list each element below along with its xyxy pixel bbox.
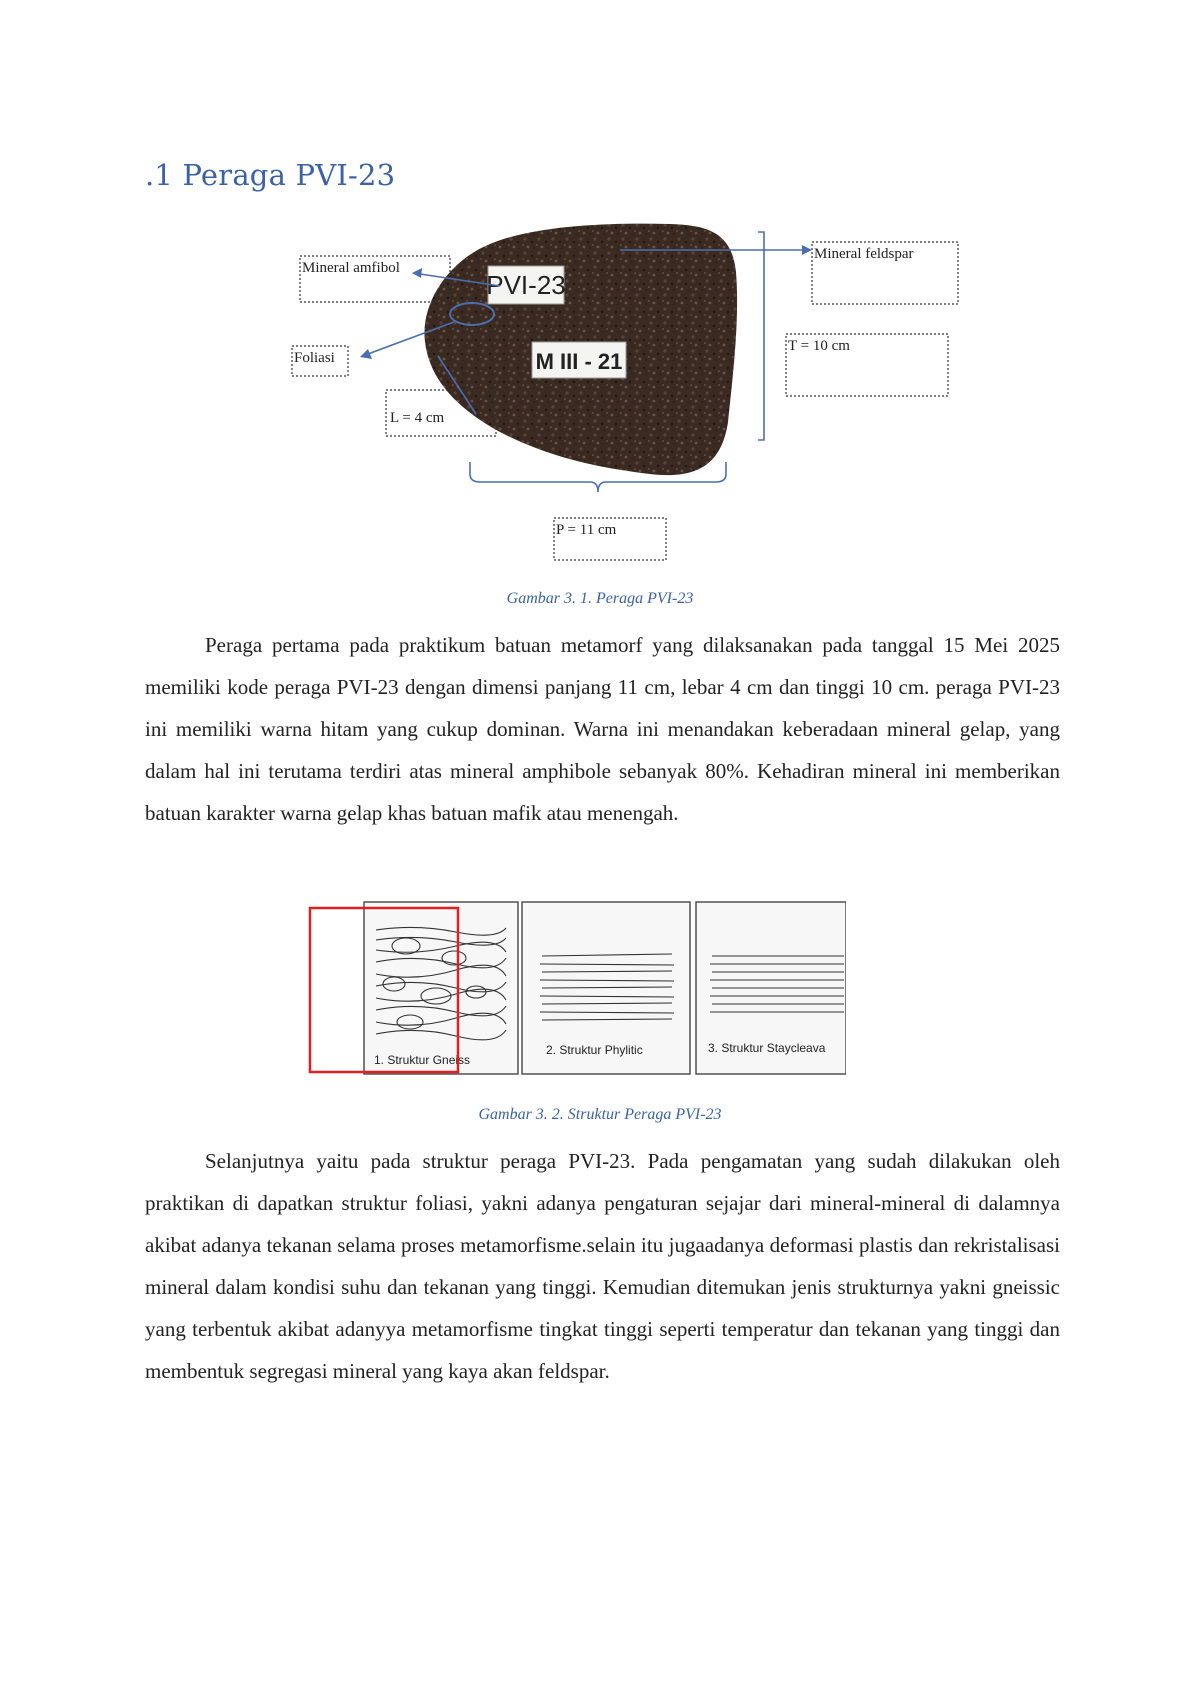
foliation-label: Foliasi <box>294 350 335 366</box>
specimen-figure <box>270 222 970 568</box>
length-label: P = 11 cm <box>556 522 617 538</box>
panel-label-staycleava: 3. Struktur Staycleava <box>708 1041 826 1055</box>
paragraph-1: Peraga pertama pada praktikum batuan metamorf yang dilaksanakan pada tanggal 15 Mei 2025 memiliki kode peraga PVI-23 dengan dimensi panjang 11 cm, lebar 4 cm dan tinggi 10 cm. peraga PVI-23 ini memiliki warna hitam yang cukup dominan. Warna ini menandakan keberadaan mineral gelap, yang dalam hal ini terutama terdiri atas mineral amphibole sebanyak 80%. Kehadiran mineral ini memberikan batuan karakter warna gelap khas batuan mafik atau menengah. <box>145 633 1060 825</box>
section-heading: .1 Peraga PVI-23 <box>145 158 396 192</box>
structure-figure <box>306 894 846 1082</box>
width-label: L = 4 cm <box>390 410 445 426</box>
feldspar-label: Mineral feldspar <box>814 246 914 262</box>
specimen-sub-tag-text: M III - 21 <box>535 349 623 374</box>
figure1-caption: Gambar 3. 1. Peraga PVI-23 <box>506 590 694 607</box>
figure2-caption: Gambar 3. 2. Struktur Peraga PVI-23 <box>478 1106 722 1123</box>
panel-label-phylitic: 2. Struktur Phylitic <box>546 1043 643 1057</box>
specimen-tag-text: PVI-23 <box>486 270 566 300</box>
paragraph-2: Selanjutnya yaitu pada struktur peraga PVI-23. Pada pengamatan yang sudah dilakukan oleh praktikan di dapatkan struktur foliasi, yakni adanya pengaturan sejajar dari mineral-mineral di dalamnya akibat adanya tekanan selama proses metamorfisme.selain itu jugaadanya deformasi plastis dan rekristalisasi mineral dalam kondisi suhu dan tekanan yang tinggi. Kemudian ditemukan jenis strukturnya yakni gneissic yang terbentuk akibat adanyya metamorfisme tingkat tinggi seperti temperatur dan tekanan yang tinggi dan membentuk segregasi mineral yang kaya akan feldspar. <box>145 1149 1060 1383</box>
height-bracket <box>758 232 764 440</box>
panel-label-gneiss: 1. Struktur Gneiss <box>374 1053 471 1067</box>
amphibole-label: Mineral amfibol <box>302 260 400 276</box>
height-label: T = 10 cm <box>788 338 850 354</box>
